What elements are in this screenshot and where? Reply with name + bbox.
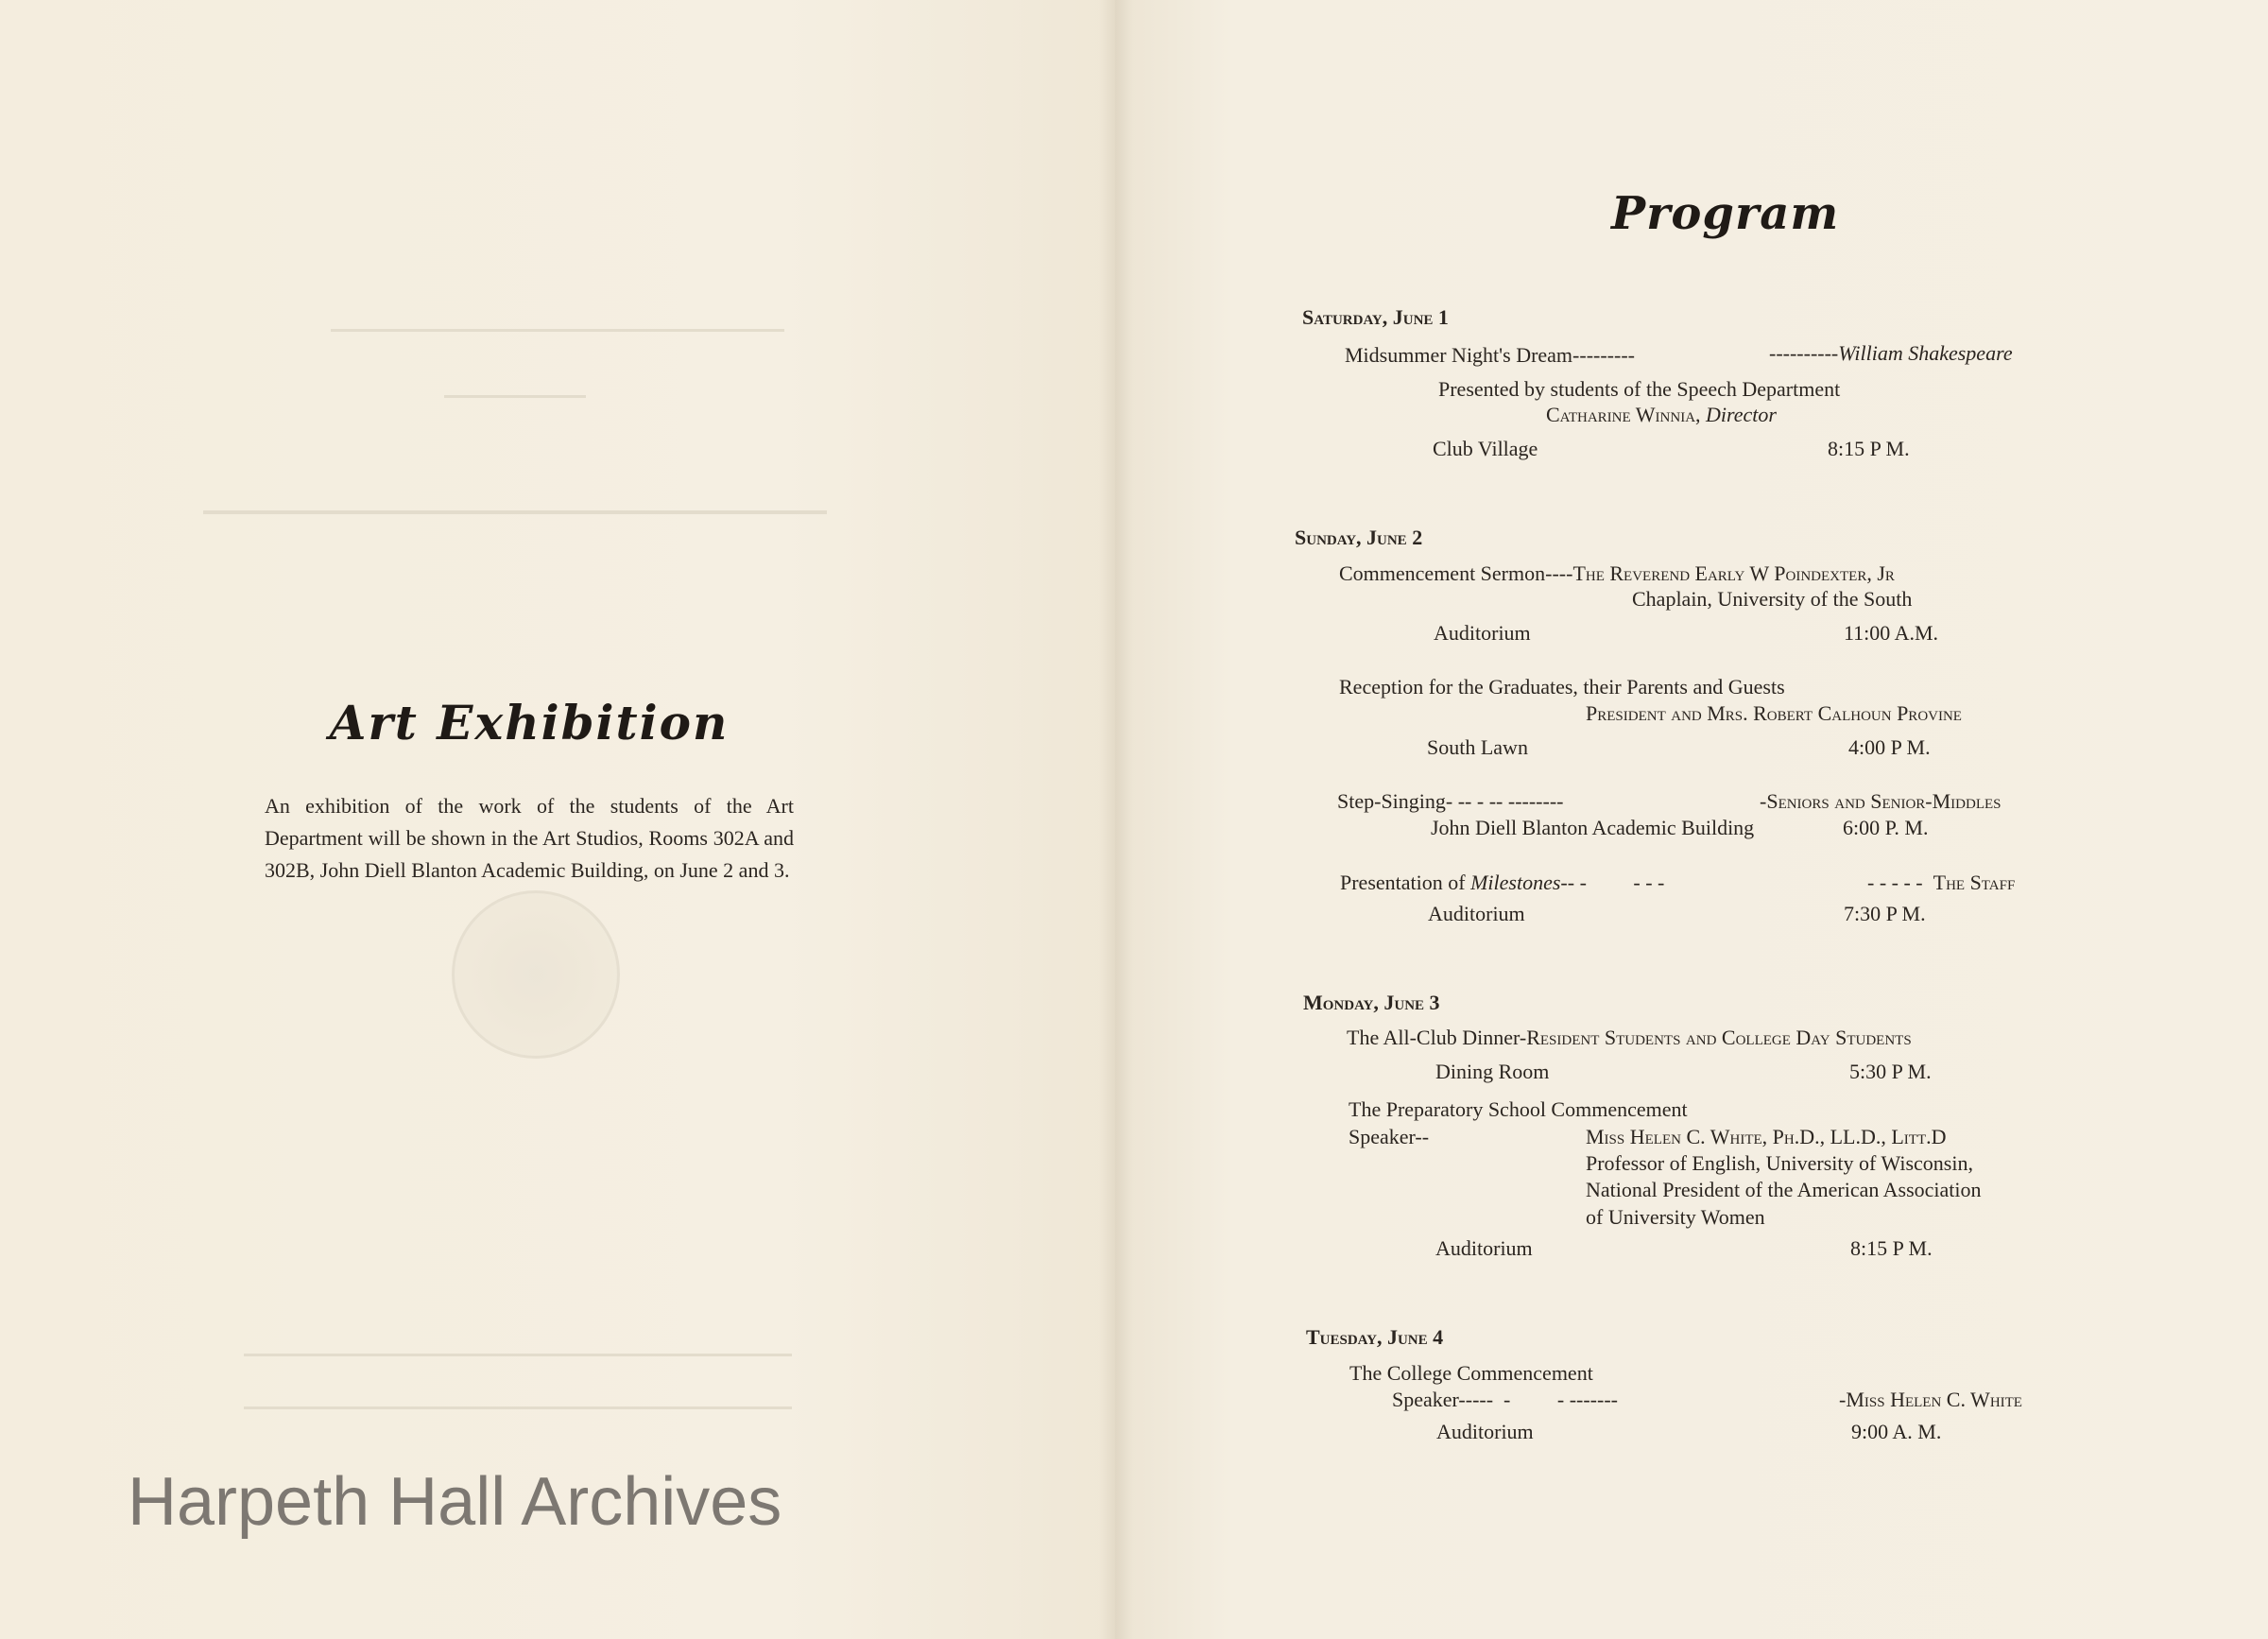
speaker-title: Professor of English, University of Wisconsin, (1586, 1151, 1973, 1175)
day-heading-tuesday: Tuesday, June 4 (1306, 1325, 1444, 1349)
program-title: Program (1611, 187, 1840, 240)
speaker-label: Speaker-- (1349, 1125, 1430, 1148)
director-title: Director (1706, 403, 1777, 426)
event-place: Auditorium (1435, 1236, 1533, 1260)
speaker-label-text: Speaker (1349, 1125, 1416, 1148)
day-heading-saturday: Saturday, June 1 (1302, 305, 1449, 329)
bleed-through-mark (444, 216, 595, 263)
event-label: Commencement Sermon (1339, 561, 1546, 585)
bleed-through-mark (331, 329, 784, 332)
event-title: The College Commencement (1349, 1361, 1593, 1385)
event-label: Presentation of (1340, 871, 1466, 894)
presenter-label: The Staff (1933, 871, 2016, 894)
event-time: 11:00 A.M. (1844, 621, 1939, 645)
event-time: 6:00 P. M. (1843, 816, 1929, 839)
event-place: Auditorium (1428, 902, 1525, 925)
day-heading-monday: Monday, June 3 (1303, 991, 1440, 1014)
event-place: Club Village (1433, 437, 1538, 460)
author-name: William Shakespeare (1838, 341, 2013, 365)
event-place: South Lawn (1427, 735, 1528, 759)
bleed-through-mark (444, 395, 586, 398)
speaker-affiliation: Chaplain, University of the South (1632, 587, 1913, 611)
event-hosts: President and Mrs. Robert Calhoun Provine (1586, 701, 1962, 725)
event-groups: -Seniors and Senior-Middles (1760, 789, 2002, 813)
event-place: John Diell Blanton Academic Building (1431, 816, 1755, 839)
event-place: Auditorium (1434, 621, 1531, 645)
event-time: 5:30 P M. (1849, 1060, 1932, 1083)
event-presenter: Presented by students of the Speech Department (1438, 377, 1841, 401)
speaker-title: of University Women (1586, 1205, 1765, 1229)
bleed-through-mark (244, 1406, 792, 1409)
publication-title: Milestones (1470, 871, 1561, 894)
event-time: 7:30 P M. (1844, 902, 1926, 925)
event-title: Midsummer Night's Dream--------- (1345, 343, 1635, 367)
speaker-title: National President of the American Association (1586, 1178, 1982, 1201)
archive-watermark: Harpeth Hall Archives (128, 1464, 782, 1540)
event-label: The All-Club Dinner (1347, 1026, 1520, 1049)
director-name: Catharine Winnia, (1546, 403, 1701, 426)
event-author: ----------William Shakespeare (1769, 341, 2013, 365)
event-title: Step-Singing- -- - -- -------- (1337, 789, 1564, 813)
speaker-name: -Miss Helen C. White (1839, 1388, 2022, 1411)
event-time: 9:00 A. M. (1851, 1420, 1942, 1443)
art-exhibition-text: An exhibition of the work of the students of the Art Department will be shown in the Art Studios, Rooms 302A and 302B, John Diell Blanton Academic Building, on June 2 and 3. (265, 794, 794, 882)
event-speaker: The Reverend Early W Poindexter, Jr (1572, 561, 1895, 585)
event-label: Step-Singing (1337, 789, 1446, 813)
event-time: 8:15 P M. (1850, 1236, 1933, 1260)
bleed-through-seal (452, 890, 620, 1059)
event-label: Midsummer Night's Dream (1345, 343, 1573, 367)
speaker-label: Speaker----- - - ------- (1392, 1388, 1618, 1411)
event-title: The All-Club Dinner-Resident Students and College Day Students (1347, 1026, 1912, 1049)
day-heading-sunday: Sunday, June 2 (1295, 526, 1423, 549)
speaker-name: Miss Helen C. White, Ph.D., LL.D., Litt.D (1586, 1125, 1947, 1148)
event-time: 8:15 P M. (1828, 437, 1910, 460)
speaker-label-text: Speaker (1392, 1388, 1459, 1411)
bleed-through-mark (244, 1354, 792, 1356)
event-guests: Resident Students and College Day Students (1526, 1026, 1912, 1049)
groups-label: Seniors and Senior-Middles (1766, 789, 2002, 813)
center-fold (1099, 0, 1133, 1639)
event-time: 4:00 P M. (1848, 735, 1931, 759)
event-title: Commencement Sermon----The Reverend Early W Poindexter, Jr (1339, 561, 1895, 585)
event-place: Dining Room (1435, 1060, 1550, 1083)
event-presenter: - - - - - The Staff (1867, 871, 2016, 894)
art-exhibition-section (265, 695, 794, 887)
bleed-through-mark (203, 510, 827, 514)
speaker-name-text: Miss Helen C. White (1846, 1388, 2022, 1411)
event-title: The Preparatory School Commencement (1349, 1097, 1688, 1121)
event-title: Presentation of Milestones-- - - - - (1340, 871, 1665, 894)
event-place: Auditorium (1436, 1420, 1534, 1443)
art-exhibition-title: Art Exhibition (329, 695, 730, 750)
event-title: Reception for the Graduates, their Parents and Guests (1339, 675, 1785, 699)
event-director (1546, 402, 1777, 428)
